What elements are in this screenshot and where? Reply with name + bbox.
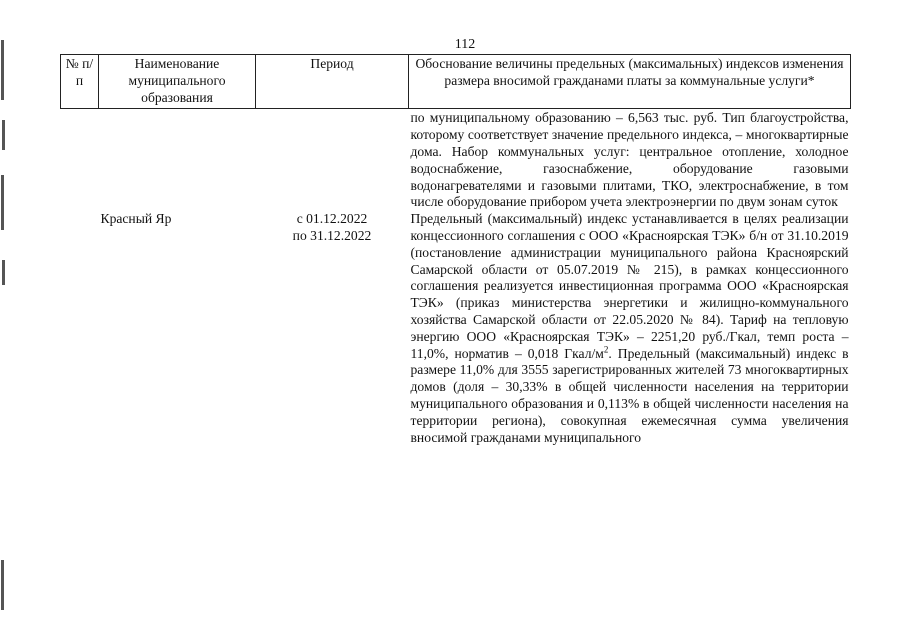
tariff-index-table — [60, 54, 851, 446]
table-row-continuation — [61, 109, 851, 211]
header-number: № п/п — [61, 55, 99, 109]
row-number-cell — [61, 211, 99, 446]
continuation-number-cell — [61, 109, 99, 211]
table-header-row — [61, 55, 851, 109]
scan-edge-marks — [0, 0, 6, 631]
continuation-period-cell — [256, 109, 409, 211]
justification-text-part-1: Предельный (максимальный) индекс устанавливается в целях реализации концессионного соглашения с ООО «Красноярская ТЭК» б/н от 31.10.2019 (постановление администрации муниципального района Красноярский Самарской области от 05.07.2019 № 215), в рамках концессионного соглашения реализуется инвестиционная программа ООО «Красноярская ТЭК» (приказ министерства энергетики и жилищно-коммунального хозяйства Самарской области от 22.05.2020 № 84). Тариф на тепловую энергию ООО «Красноярская ТЭК» – 2251,20 руб./Гкал, темп роста – 11,0%, норматив – 0,018 Гкал/м — [410, 211, 849, 361]
header-period: Период — [256, 55, 409, 109]
header-justification: Обоснование величины предельных (максимальных) индексов изменения размера вносимой гражданами платы за коммунальные услуги* — [409, 55, 851, 109]
table-row-krasny-yar — [61, 211, 851, 446]
square-meter-superscript: 2 — [603, 344, 609, 355]
header-municipality-name: Наименование муниципального образования — [99, 55, 256, 109]
period-cell — [256, 211, 409, 446]
continuation-name-cell — [99, 109, 256, 211]
continuation-justification-text: по муниципальному образованию – 6,563 тыс. руб. Тип благоустройства, которому соответствует значение предельного индекса, – многоквартирные дома. Набор коммунальных услуг: центральное отопление, холодное водоснабжение, газоснабжение, оборудование газовыми водонагревателями и газовыми плитами, ТКО, электроснабжение, в том числе оборудование прибором учета электроэнергии по двум зонам суток — [410, 110, 849, 210]
justification-text — [409, 211, 851, 446]
municipality-name: Красный Яр — [100, 211, 172, 227]
page-number: 112 — [454, 37, 476, 52]
period-from: с 01.12.2022 — [296, 211, 368, 227]
period-to: по 31.12.2022 — [292, 227, 372, 243]
justification-text-part-2: . Предельный (максимальный) индекс в размере 11,0% для 3555 зарегистрированных жителей 73 многоквартирных домов (доля – 30,33% в общей численности населения на территории муниципального образования и 0,113% в общей численности населения на территории региона), совокупная ежемесячная сумма увеличения вносимой гражданами муниципального — [410, 345, 849, 445]
